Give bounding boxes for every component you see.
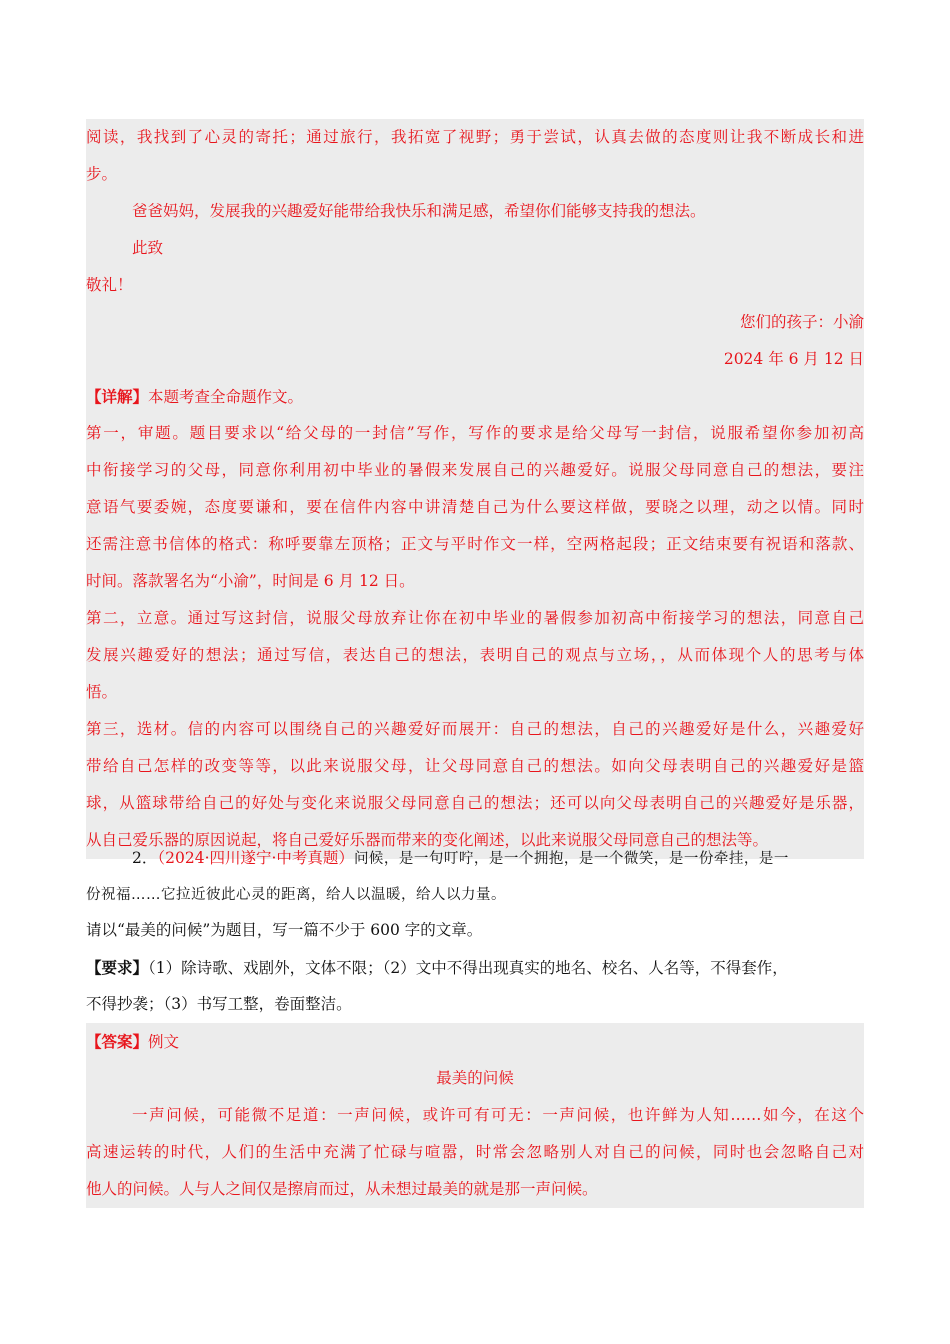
analysis-line: 第三，选材。信的内容可以围绕自己的兴趣爱好而展开：自己的想法，自己的兴趣爱好是什么，兴趣爱好 (86, 711, 864, 748)
letter-paragraph-line: 阅读，我找到了心灵的寄托；通过旅行，我拓宽了视野；勇于尝试，认真去做的态度则让我不断成长和进 (86, 119, 864, 156)
analysis-line: 带给自己怎样的改变等等，以此来说服父母，让父母同意自己的想法。如向父母表明自己的兴趣爱好是篮 (86, 748, 864, 785)
question-task: 请以“最美的问候”为题目，写一篇不少于 600 字的文章。 (86, 921, 483, 939)
analysis-line: 发展兴趣爱好的想法；通过写信，表达自己的想法，表明自己的观点与立场，，从而体现个人的思考与体 (86, 637, 864, 674)
analysis-line: 悟。 (86, 674, 864, 711)
essay-line: 他人的问候。人与人之间仅是擦肩而过，从未想过最美的就是那一声问候。 (86, 1171, 864, 1208)
analysis-line: 球，从篮球带给自己的好处与变化来说服父母同意自己的想法；还可以向父母表明自己的兴趣爱好是乐器， (86, 785, 864, 822)
answer-label: 【答案】 (86, 1032, 149, 1051)
letter-paragraph-line: 步。 (86, 156, 864, 193)
essay-title: 最美的问候 (86, 1060, 864, 1097)
analysis-line: 意语气要委婉，态度要谦和，要在信件内容中讲清楚自己为什么要这样做，要晓之以理，动之以情。同时 (86, 489, 864, 526)
requirements-label: 【要求】 (86, 958, 149, 977)
analysis-line: 第二，立意。通过写这封信，说服父母放弃让你在初中毕业的暑假参加初高中衔接学习的想法，同意自己 (86, 600, 864, 637)
letter-signature: 您们的孩子：小渝 (86, 304, 864, 341)
question-prompt-line: 份祝福……它拉近彼此心灵的距离，给人以温暖，给人以力量。 (86, 887, 506, 903)
requirements-text: （1）除诗歌、戏剧外，文体不限；（2）文中不得出现真实的地名、校名、人名等，不得套作， (148, 959, 788, 977)
answer-label-suffix: 例文 (148, 1033, 180, 1051)
letter-date: 2024 年 6 月 12 日 (86, 341, 864, 378)
question-number: 2． (132, 849, 158, 867)
analysis-intro: 本题考查全命题作文。 (148, 388, 304, 406)
question-prompt: 问候，是一句叮咛，是一个拥抱，是一个微笑，是一份牵挂，是一 (353, 851, 789, 867)
essay-line: 高速运转的时代，人们的生活中充满了忙碌与喧嚣，时常会忽略别人对自己的问候，同时也会忽略自己对 (86, 1134, 864, 1171)
letter-paragraph: 爸爸妈妈，发展我的兴趣爱好能带给我快乐和满足感，希望你们能够支持我的想法。 (86, 193, 864, 230)
question-source: （2024·四川遂宁·中考真题） (157, 849, 354, 867)
letter-closing: 此致 (86, 230, 864, 267)
essay-line: 一声问候，可能微不足道：一声问候，或许可有可无：一声问候，也许鲜为人知……如今，在这个 (86, 1097, 864, 1134)
requirements-line: 不得抄袭；（3）书写工整，卷面整洁。 (86, 995, 352, 1013)
analysis-line: 第一，审题。题目要求以“给父母的一封信”写作，写作的要求是给父母写一封信，说服希望你参加初高 (86, 415, 864, 452)
analysis-heading (86, 378, 864, 415)
analysis-line: 从自己爱乐器的原因说起，将自己爱好乐器而带来的变化阐述，以此来说服父母同意自己的想法等。 (86, 822, 864, 859)
analysis-label: 【详解】 (86, 387, 149, 406)
question-2-prompt (86, 840, 864, 877)
analysis-line: 中衔接学习的父母，同意你利用初中毕业的暑假来发展自己的兴趣爱好。说服父母同意自己的想法，要注 (86, 452, 864, 489)
letter-salute: 敬礼！ (86, 267, 864, 304)
analysis-line: 还需注意书信体的格式：称呼要靠左顶格；正文与平时作文一样，空两格起段；正文结束要有祝语和落款、 (86, 526, 864, 563)
answer-heading (86, 1023, 864, 1060)
analysis-line: 时间。落款署名为“小渝”，时间是 6 月 12 日。 (86, 563, 864, 600)
question-requirements (86, 949, 864, 986)
